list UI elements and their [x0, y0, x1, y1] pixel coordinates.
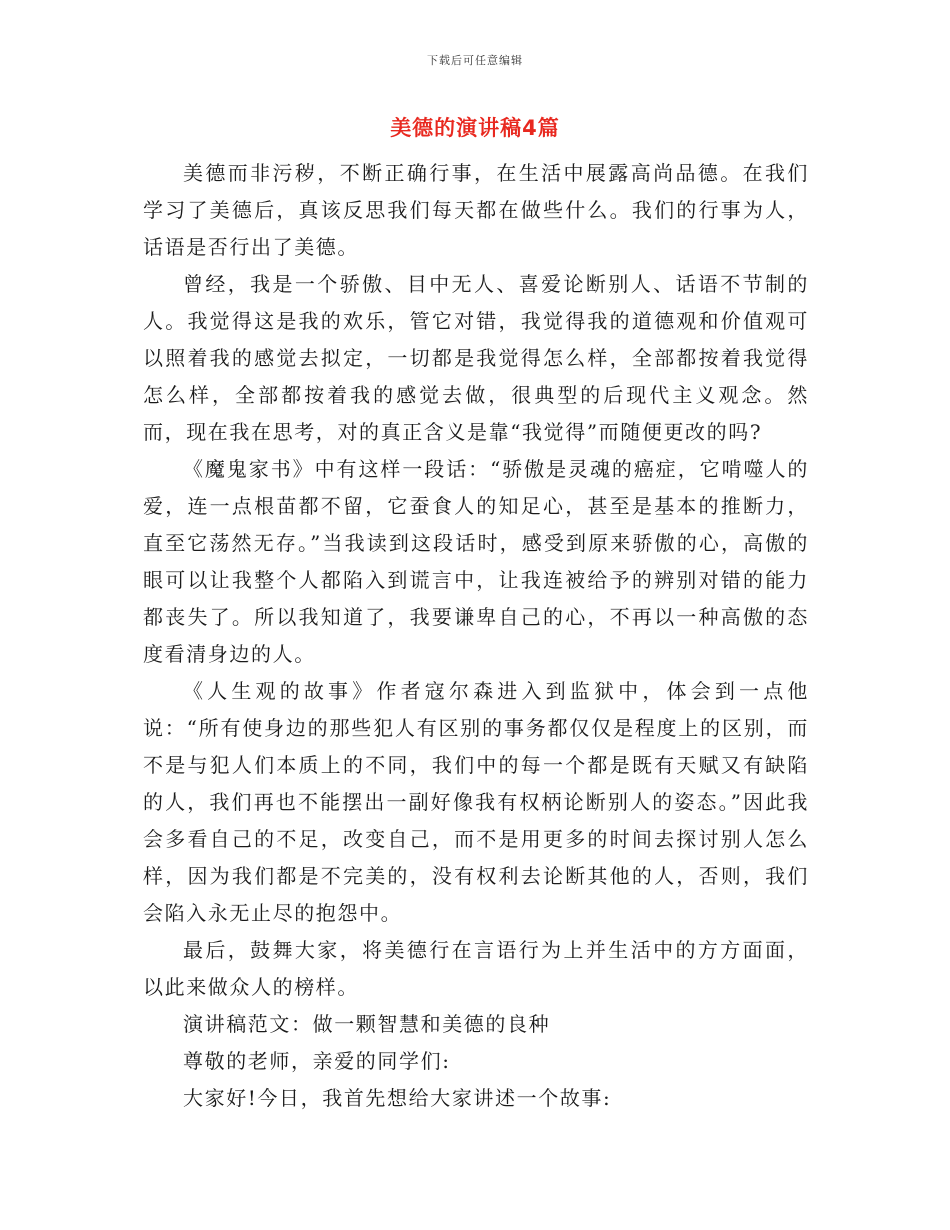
paragraph: 最后，鼓舞大家，将美德行在言语行为上并生活中的方方面面，以此来做众人的榜样。	[143, 938, 809, 999]
document-title: 美德的演讲稿4篇	[390, 116, 560, 140]
paragraph: 美德而非污秽，不断正确行事，在生活中展露高尚品德。在我们学习了美德后，真该反思我们每天都在做些什么。我们的行事为人，话语是否行出了美德。	[143, 161, 809, 259]
paragraph: 尊敬的老师，亲爱的同学们:	[183, 1049, 451, 1073]
paragraph: 曾经，我是一个骄傲、目中无人、喜爱论断别人、话语不节制的人。我觉得这是我的欢乐，管它对错，我觉得我的道德观和价值观可以照着我的感觉去拟定，一切都是我觉得怎么样，全部都按着我觉得怎么样，全部都按着我的感觉去做，很典型的后现代主义观念。然而，现在我在思考，对的真正含义是靠“我觉得”而随便更改的吗?	[143, 272, 809, 444]
paragraph: 《人生观的故事》作者寇尔森进入到监狱中，体会到一点他说：“所有使身边的那些犯人有区别的事务都仅仅是程度上的区别，而不是与犯人们本质上的不同，我们中的每一个都是既有天赋又有缺陷的人，我们再也不能摆出一副好像我有权柄论断别人的姿态。”因此我会多看自己的不足，改变自己，而不是用更多的时间去探讨别人怎么样，因为我们都是不完美的，没有权利去论断其他的人，否则，我们会陷入永无止尽的抱怨中。	[143, 679, 809, 925]
page-header-note: 下载后可任意编辑	[427, 54, 523, 67]
paragraph: 《魔鬼家书》中有这样一段话：“骄傲是灵魂的癌症，它啃噬人的爱，连一点根苗都不留，它蚕食人的知足心，甚至是基本的推断力，直至它荡然无存。”当我读到这段话时，感受到原来骄傲的心，高傲的眼可以让我整个人都陷入到谎言中，让我连被给予的辨别对错的能力都丧失了。所以我知道了，我要谦卑自己的心，不再以一种高傲的态度看清身边的人。	[143, 457, 809, 666]
document-body	[143, 155, 809, 1117]
paragraph: 演讲稿范文：做一颗智慧和美德的良种	[183, 1012, 551, 1036]
paragraph: 大家好!今日，我首先想给大家讲述一个故事:	[183, 1086, 612, 1110]
